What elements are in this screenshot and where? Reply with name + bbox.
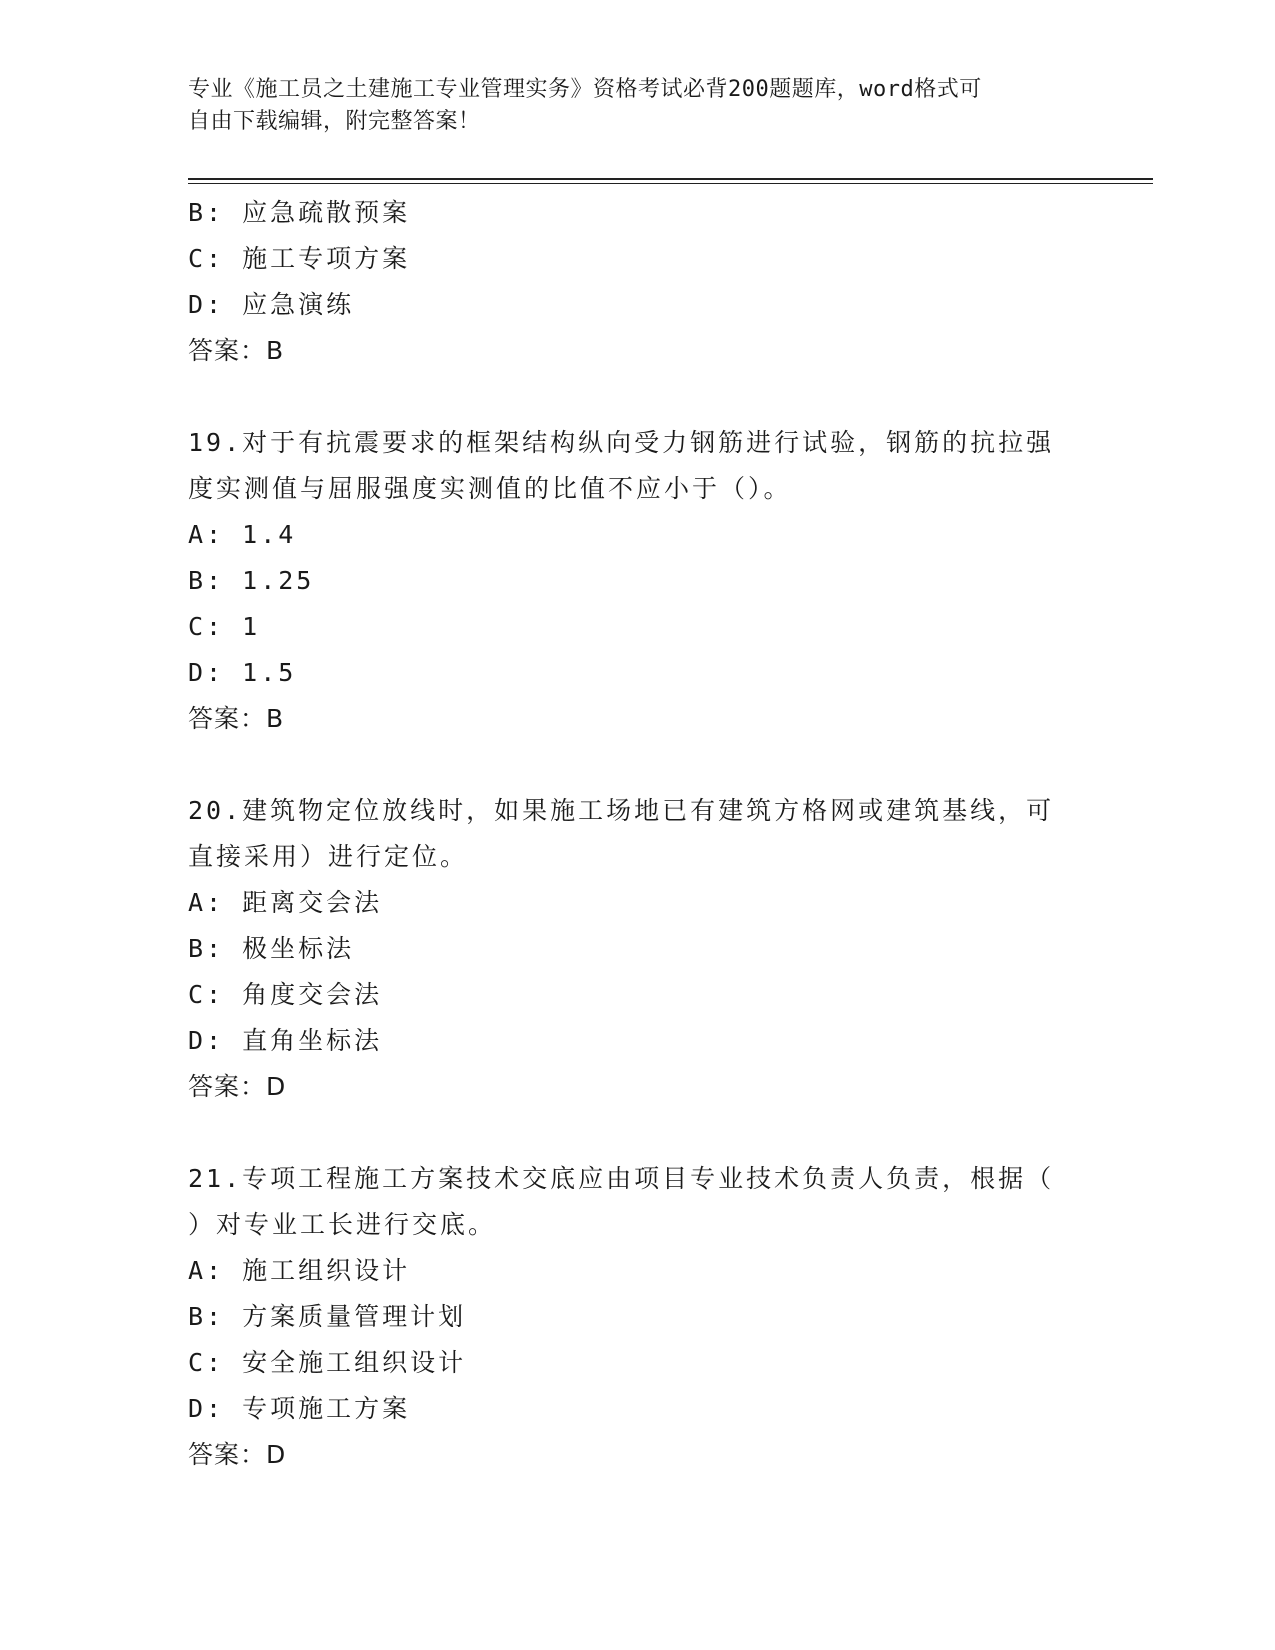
- option-d: D: 1.5: [188, 658, 297, 687]
- question-stem-line-1: 21.专项工程施工方案技术交底应由项目专业技术负责人负责，根据（: [188, 1164, 1055, 1193]
- question-19: [188, 420, 1088, 742]
- header-line-2: 自由下载编辑，附完整答案！: [188, 109, 481, 134]
- header-rule-thin: [188, 183, 1153, 184]
- question-stem-line-2: 度实测值与屈服强度实测值的比值不应小于（）。: [188, 474, 792, 503]
- spacer: [188, 374, 1088, 420]
- answer: 答案：D: [188, 1072, 287, 1101]
- option-a: A: 施工组织设计: [188, 1256, 411, 1285]
- option-a: A: 距离交会法: [188, 888, 383, 917]
- question-stem-line-1: 20.建筑物定位放线时，如果施工场地已有建筑方格网或建筑基线，可: [188, 796, 1055, 825]
- option-b: B: 1.25: [188, 566, 315, 595]
- option-d: D: 专项施工方案: [188, 1394, 411, 1423]
- question-20: [188, 788, 1088, 1110]
- option-d: D: 直角坐标法: [188, 1026, 383, 1055]
- option-c: C: 1: [188, 612, 261, 641]
- question-stem-line-1: 19.对于有抗震要求的框架结构纵向受力钢筋进行试验，钢筋的抗拉强: [188, 428, 1055, 457]
- question-21: [188, 1156, 1088, 1478]
- option-d: D: 应急演练: [188, 290, 355, 319]
- header-rule: [188, 178, 1153, 180]
- option-c: C: 安全施工组织设计: [188, 1348, 467, 1377]
- spacer: [188, 742, 1088, 788]
- option-b: B: 极坐标法: [188, 934, 355, 963]
- answer: 答案：B: [188, 704, 285, 733]
- question-stem-line-2: ）对专业工长进行交底。: [188, 1210, 497, 1239]
- answer: 答案：D: [188, 1440, 287, 1469]
- document-header: [188, 74, 1088, 138]
- header-line-1: 专业《施工员之土建施工专业管理实务》资格考试必背200题题库，word格式可: [188, 77, 982, 102]
- spacer: [188, 1110, 1088, 1156]
- option-c: C: 角度交会法: [188, 980, 383, 1009]
- answer: 答案：B: [188, 336, 285, 365]
- question-18-tail: [188, 190, 1088, 374]
- option-b: B: 方案质量管理计划: [188, 1302, 467, 1331]
- question-stem-line-2: 直接采用）进行定位。: [188, 842, 469, 871]
- document-body: [188, 190, 1088, 1478]
- option-c: C: 施工专项方案: [188, 244, 411, 273]
- option-a: A: 1.4: [188, 520, 297, 549]
- option-b: B: 应急疏散预案: [188, 198, 411, 227]
